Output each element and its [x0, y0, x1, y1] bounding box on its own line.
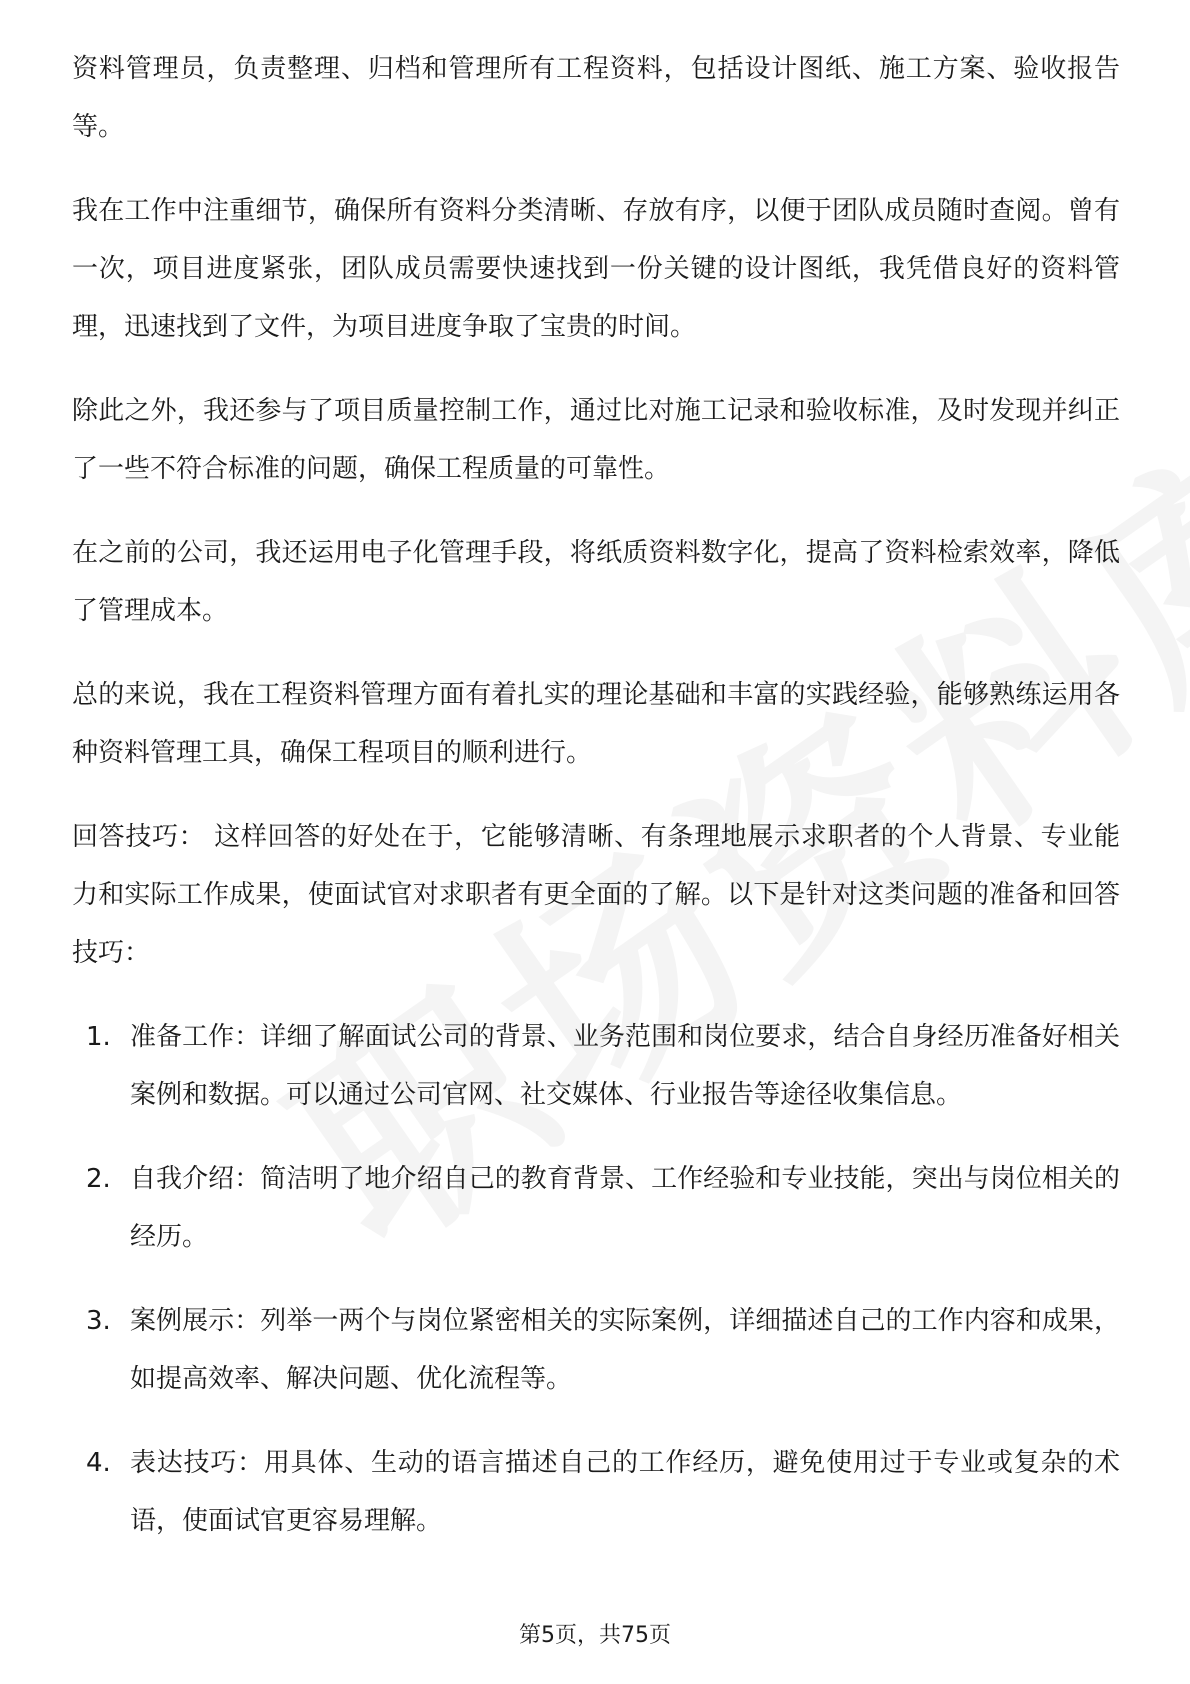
tips-list	[72, 1008, 1120, 1550]
list-number: 4.	[86, 1448, 111, 1478]
paragraph-2: 我在工作中注重细节，确保所有资料分类清晰、存放有序，以便于团队成员随时查阅。曾有一次，项目进度紧张，团队成员需要快速找到一份关键的设计图纸，我凭借良好的资料管理，迅速找到了文件，为项目进度争取了宝贵的时间。	[72, 196, 1120, 342]
list-text: 准备工作：详细了解面试公司的背景、业务范围和岗位要求，结合自身经历准备好相关案例和数据。可以通过公司官网、社交媒体、行业报告等途径收集信息。	[130, 1022, 1120, 1110]
list-item	[72, 1150, 1120, 1266]
paragraph-4: 在之前的公司，我还运用电子化管理手段，将纸质资料数字化，提高了资料检索效率，降低了管理成本。	[72, 538, 1120, 626]
paragraph-5: 总的来说，我在工程资料管理方面有着扎实的理论基础和丰富的实践经验，能够熟练运用各种资料管理工具，确保工程项目的顺利进行。	[72, 680, 1120, 768]
list-item	[72, 1292, 1120, 1408]
list-text: 自我介绍：简洁明了地介绍自己的教育背景、工作经验和专业技能，突出与岗位相关的经历。	[130, 1164, 1120, 1252]
list-item	[72, 1434, 1120, 1550]
list-number: 3.	[86, 1306, 111, 1336]
paragraph-3: 除此之外，我还参与了项目质量控制工作，通过比对施工记录和验收标准，及时发现并纠正了一些不符合标准的问题，确保工程质量的可靠性。	[72, 396, 1120, 484]
paragraph-answer-tips: 回答技巧： 这样回答的好处在于，它能够清晰、有条理地展示求职者的个人背景、专业能力和实际工作成果，使面试官对求职者有更全面的了解。以下是针对这类问题的准备和回答技巧：	[72, 822, 1120, 968]
list-item	[72, 1008, 1120, 1124]
list-number: 1.	[86, 1022, 111, 1052]
paragraph-1: 资料管理员，负责整理、归档和管理所有工程资料，包括设计图纸、施工方案、验收报告等。	[72, 54, 1120, 142]
document-body	[72, 40, 1120, 1576]
list-number: 2.	[86, 1164, 111, 1194]
page-footer: 第5页，共75页	[519, 1623, 671, 1648]
list-text: 表达技巧：用具体、生动的语言描述自己的工作经历，避免使用过于专业或复杂的术语，使面试官更容易理解。	[130, 1448, 1120, 1536]
list-text: 案例展示：列举一两个与岗位紧密相关的实际案例，详细描述自己的工作内容和成果，如提高效率、解决问题、优化流程等。	[130, 1306, 1120, 1394]
